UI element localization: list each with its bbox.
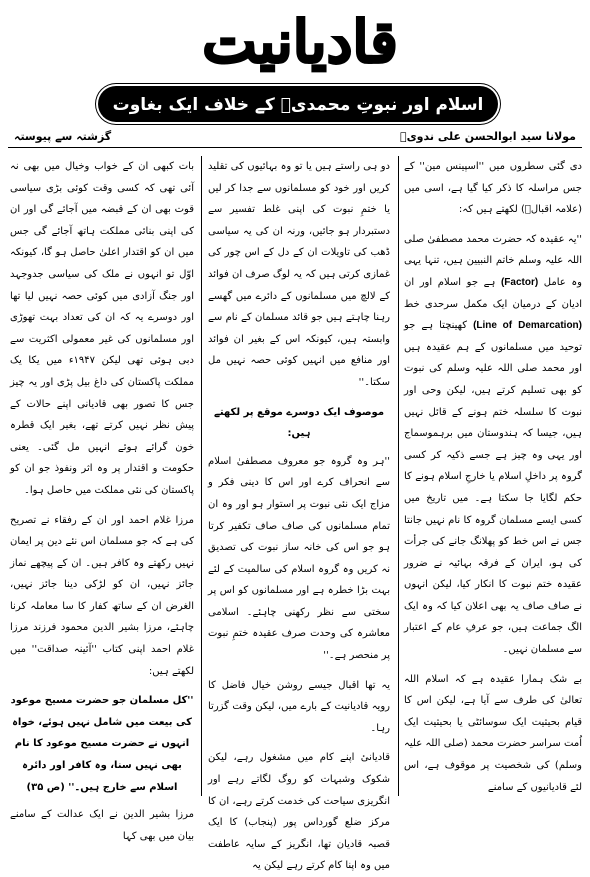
subtitle-banner: اسلام اور نبوتِ محمدیؐ کے خلاف ایک بغاوت — [98, 86, 498, 122]
article-column-middle — [208, 156, 390, 872]
continued-label: گزشتہ سے پیوستہ — [14, 130, 112, 143]
paragraph: بے شک ہمارا عقیدہ ہے کہ اسلام اللہ تعالیٰ کی طرف سے آیا ہے، لیکن اس کا قیام بحیثیت ایک سوسائٹی یا بحیثیت ایک اُمت سراسر حضرت محمد (صلی اللہ علیہ وسلم) کی شخصیت پر موقوف ہے، اس لئے قادیانیوں کے سامنے — [404, 673, 582, 793]
paragraph: دو ہی راستے ہیں یا تو وہ بہائیوں کی تقلید کریں اور خود کو مسلمانوں سے جدا کر لیں یا ختمِ نبوت کی اپنی غلط تفسیر سے دستبردار ہو جائیں، ورنہ ان کی یہ سیاسی ڈھب کی تاویلات ان کے دل کے اس چور کی غمازی کرتی ہیں کہ یہ لوگ صرف ان فوائد کے لالچ میں مسلمانوں کے دائرے میں گھسے رہنا چاہتے ہیں جو قائد مسلمان کے نام سے وابستہ ہیں، کیونکہ اس کے بغیر ان فوائد اور منافع میں انہیں کوئی حصہ نہیں مل سکتا۔'' — [208, 161, 390, 388]
top-divider — [8, 147, 582, 148]
quote-text: ''یہ عقیدہ کہ حضرت محمد مصطفیٰ صلی اللہ علیہ وسلم خاتم النبیین ہیں، تنہا یہی وہ عامل — [404, 233, 583, 288]
paragraph: دی گئی سطروں میں ''اسپینس مین'' کے جس مراسلہ کا ذکر کیا گیا ہے، اسی میں (علامہ اقبالؒ) لکھتے ہیں کہ: — [404, 161, 582, 216]
masthead-title: قادیانیت — [202, 8, 398, 76]
article-column-right — [404, 156, 582, 796]
english-term: (Line of — [473, 320, 513, 332]
quote-text: ہے جو اسلام اور ان ادیان کے درمیان ایک مکمل سرحدی خط — [404, 276, 582, 310]
paragraph: بات کبھی ان کے خواب وخیال میں بھی نہ آئی تھی کہ کسی وقت کوئی بڑی سیاسی قوت بھی ان کے قبضہ میں آجائے گی اور ان کی اپنی بنائی مملکت ہاتھ آجائے گی جس میں ان کو اقتدار اعلیٰ حاصل ہو گا، کیونکہ اوّل تو انہوں نے ملک کی سیاسی جدوجہد اور جنگ آزادی میں کوئی حصہ نہیں لیا تھا اور دوسرے یہ کہ ان کی تعداد بہت تھوڑی اور مسلمانوں کی غیر معمولی اکثریت سے دبی ہوئی تھی لیکن ۱۹۴۷ء میں یکا یک مملکت پاکستان کی داغ بیل پڑی اور یہ چیز جس کا تصور بھی قادیانی اپنے حالات کے پیش نظر نہیں کرتے تھے، بغیر ایک قطرہ خون گرائے ہوئے انہیں مل گئی۔ یعنی حکومت و اقتدار پر وہ اثر ونفوذ جو ان کو پاکستان کی نئی مملکت میں حاصل ہوا۔ — [10, 161, 194, 496]
paragraph: یہ تھا اقبال جیسے روشن خیال فاضل کا رویہ قادیانیت کے بارے میں، لیکن وقت گزرتا رہا۔ — [208, 679, 390, 734]
english-term: (Factor) — [500, 276, 539, 288]
subheading: موصوف ایک دوسرے موقع پر لکھتے ہیں: — [213, 406, 385, 440]
column-divider — [398, 156, 399, 796]
author-byline: مولانا سید ابوالحسن علی ندویؒ — [400, 130, 576, 143]
paragraph: قادیانیٔ اپنے کام میں مشغول رہے، لیکن شکوک وشبہات کو روگ لگاتے رہے اور انگریزی سیاحت کی خدمت کرتے رہے، ان کا مرکز ضلع گورداس پور (پنجاب) کا ایک قصبہ قادیان تھا، انگریز کے سایہ عاطفت میں وہ اپنا کام کرتے رہے لیکن یہ — [208, 752, 390, 872]
column-divider — [201, 156, 202, 796]
quote-text: کھینچتا ہے جو توحید میں مسلمانوں کے ہم عقیدہ ہیں اور محمد صلی اللہ علیہ وسلم کی نبوت کو بھی تسلیم کرتے ہیں، لیکن وحی اور نبوت کا سلسلہ ختم ہونے کے قائل نہیں ہیں، جیسا کہ ہندوستان میں برہموسماج اور یہی وہ چیز ہے جسے ذکیہ کر کسی گروہ پر داخلِ اسلام یا خارجِ اسلام ہونے کا حکم لگایا جا سکتا ہے۔ میں تاریخ میں کسی ایسے مسلمان گروہ کا نام نہیں جانتا جس نے اس خط کو پھلانگ جانے کی جرأت کی ہو، ایران کے فرقہ بہائیہ نے ضرور عقیدہ ختم نبوت کا انکار کیا، لیکن انہوں نے صاف صاف یہ بھی اعلان کیا کہ وہ ایک الگ جماعت ہیں، جو عرفِ عام کے اعتبار سے مسلمان نہیں۔ — [404, 320, 582, 656]
quote-paragraph — [404, 229, 582, 661]
article-column-left — [10, 156, 194, 842]
english-term: Demarcation) — [518, 320, 582, 332]
quote-paragraph: ''کل مسلمان جو حضرت مسیح موعود کی بیعت میں شامل نہیں ہوئے، خواہ انہوں نے حضرت مسیح موعود کا نام بھی نہیں سنا، وہ کافر اور دائرہ اسلام سے خارج ہیں۔'' (ص ۳۵) — [10, 695, 194, 793]
quote-paragraph: ''ہر وہ گروہ جو معروف مصطفیٰ اسلام سے انحراف کرے اور اس کا دینی فکر و مزاج ایک نئی نبوت پر استوار ہو اور وہ ان تمام مسلمانوں کی صاف صاف تکفیر کرتا ہو جو اس کی خانہ ساز نبوت کی تصدیق نہ کریں وہ گروہ اسلام کی سالمیت کے لئے بہت بڑا خطرہ ہے اور مسلمانوں کو اس پر سختی سے نظر رکھنی چاہئے۔ اسلامی معاشرہ کی وحدت صرف عقیدہ ختمِ نبوت پر منحصر ہے۔'' — [208, 455, 390, 662]
paragraph: مرزا غلام احمد اور ان کے رفقاء نے تصریح کی ہے کہ جو مسلمان اس نئے دین پر ایمان نہیں رکھتے وہ کافر ہیں۔ ان کے پیچھے نماز جائز نہیں، ان کو لڑکی دینا جائز نہیں، الغرض ان کے ساتھ کفار کا سا معاملہ کرنا چاہئے، مرزا بشیر الدین محمود فرزند مرزا غلام احمد اپنی کتاب ''آئینہ صداقت'' میں لکھتے ہیں: — [10, 514, 194, 677]
paragraph: مرزا بشیر الدین نے ایک عدالت کے سامنے بیان میں بھی کہا — [10, 809, 194, 842]
